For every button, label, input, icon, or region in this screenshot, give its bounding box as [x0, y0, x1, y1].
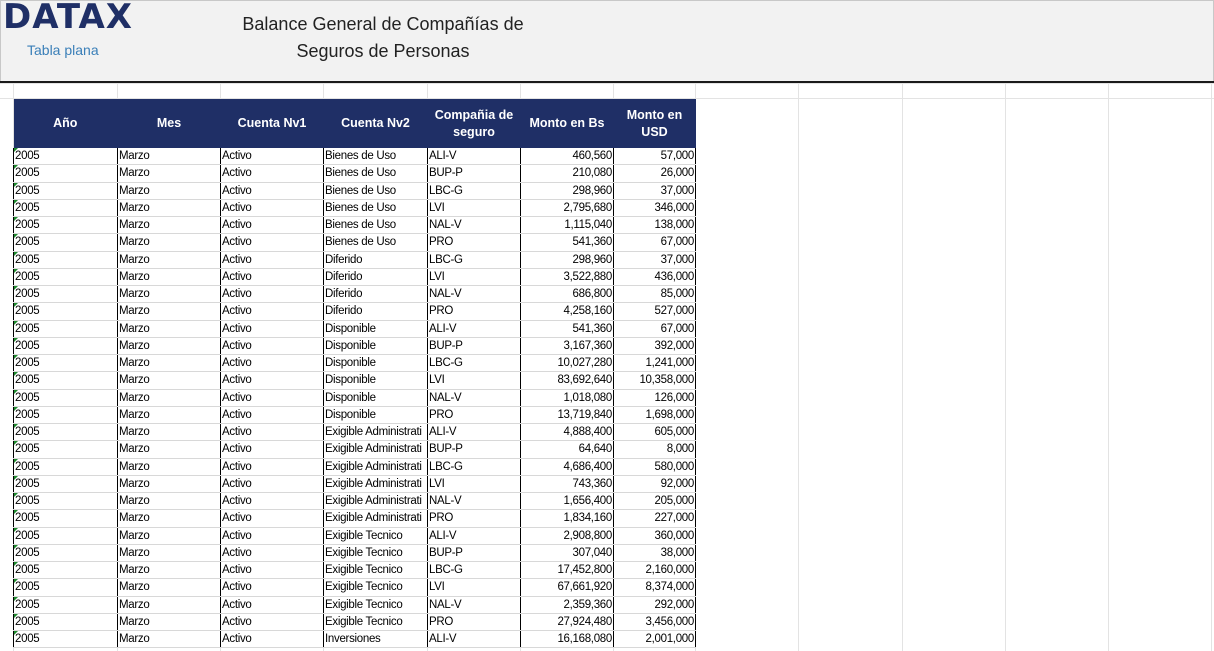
cell-amount-usd[interactable]: 580,000 — [614, 458, 696, 475]
cell-year[interactable]: 2005 — [14, 337, 118, 354]
cell-amount-usd[interactable]: 605,000 — [614, 424, 696, 441]
cell-account-level2[interactable]: Bienes de Uso — [324, 148, 428, 165]
cell-amount-bs[interactable]: 27,924,480 — [521, 613, 614, 630]
table-row — [14, 303, 696, 320]
cell-account-level2[interactable]: Bienes de Uso — [324, 182, 428, 199]
grid-line — [1005, 83, 1006, 651]
cell-year[interactable]: 2005 — [14, 544, 118, 561]
table-row — [14, 372, 696, 389]
cell-year[interactable]: 2005 — [14, 613, 118, 630]
cell-account-level1[interactable]: Activo — [221, 389, 324, 406]
cell-company[interactable]: PRO — [428, 510, 521, 527]
cell-amount-usd[interactable]: 3,456,000 — [614, 613, 696, 630]
cell-amount-bs[interactable]: 210,080 — [521, 165, 614, 182]
cell-year[interactable]: 2005 — [14, 406, 118, 423]
cell-year[interactable]: 2005 — [14, 527, 118, 544]
cell-account-level1[interactable]: Activo — [221, 527, 324, 544]
cell-account-level1[interactable]: Activo — [221, 234, 324, 251]
column-header-month[interactable]: Mes — [118, 99, 221, 148]
cell-amount-bs[interactable]: 4,258,160 — [521, 303, 614, 320]
cell-month[interactable]: Marzo — [118, 510, 221, 527]
cell-year[interactable]: 2005 — [14, 441, 118, 458]
table-row — [14, 493, 696, 510]
cell-account-level1[interactable]: Activo — [221, 562, 324, 579]
cell-account-level1[interactable]: Activo — [221, 544, 324, 561]
cell-company[interactable]: LVI — [428, 579, 521, 596]
cell-account-level1[interactable]: Activo — [221, 406, 324, 423]
cell-account-level1[interactable]: Activo — [221, 631, 324, 648]
cell-year[interactable]: 2005 — [14, 475, 118, 492]
cell-month[interactable]: Marzo — [118, 493, 221, 510]
cell-account-level2[interactable]: Bienes de Uso — [324, 217, 428, 234]
cell-amount-usd[interactable]: 1,241,000 — [614, 355, 696, 372]
cell-account-level1[interactable]: Activo — [221, 596, 324, 613]
cell-account-level2[interactable]: Exigible Tecnico — [324, 596, 428, 613]
column-header-company[interactable]: Compañia de seguro — [428, 99, 521, 148]
cell-amount-usd[interactable]: 436,000 — [614, 268, 696, 285]
cell-amount-usd[interactable]: 10,358,000 — [614, 372, 696, 389]
cell-account-level1[interactable]: Activo — [221, 458, 324, 475]
cell-company[interactable]: PRO — [428, 613, 521, 630]
cell-month[interactable]: Marzo — [118, 182, 221, 199]
report-title — [233, 11, 533, 65]
cell-account-level2[interactable]: Disponible — [324, 320, 428, 337]
cell-amount-usd[interactable]: 1,698,000 — [614, 406, 696, 423]
balance-table — [13, 99, 696, 648]
table-row — [14, 544, 696, 561]
table-row — [14, 337, 696, 354]
cell-company[interactable]: BUP-P — [428, 165, 521, 182]
cell-account-level2[interactable]: Exigible Administrati — [324, 493, 428, 510]
cell-company[interactable]: BUP-P — [428, 337, 521, 354]
cell-amount-bs[interactable]: 686,800 — [521, 286, 614, 303]
cell-account-level2[interactable]: Diferido — [324, 286, 428, 303]
cell-year[interactable]: 2005 — [14, 320, 118, 337]
cell-month[interactable]: Marzo — [118, 458, 221, 475]
cell-company[interactable]: LVI — [428, 372, 521, 389]
cell-company[interactable]: LVI — [428, 199, 521, 216]
table-row — [14, 458, 696, 475]
grid-line — [1211, 83, 1212, 651]
cell-account-level2[interactable]: Exigible Administrati — [324, 424, 428, 441]
cell-month[interactable]: Marzo — [118, 544, 221, 561]
cell-amount-bs[interactable]: 16,168,080 — [521, 631, 614, 648]
cell-amount-bs[interactable]: 1,115,040 — [521, 217, 614, 234]
table-row — [14, 148, 696, 165]
table-row — [14, 631, 696, 648]
cell-month[interactable]: Marzo — [118, 268, 221, 285]
cell-year[interactable]: 2005 — [14, 199, 118, 216]
cell-company[interactable]: NAL-V — [428, 217, 521, 234]
table-row — [14, 320, 696, 337]
cell-company[interactable]: NAL-V — [428, 286, 521, 303]
cell-amount-usd[interactable]: 8,374,000 — [614, 579, 696, 596]
cell-amount-bs[interactable]: 64,640 — [521, 441, 614, 458]
cell-year[interactable]: 2005 — [14, 493, 118, 510]
cell-account-level2[interactable]: Exigible Tecnico — [324, 544, 428, 561]
cell-amount-usd[interactable]: 2,160,000 — [614, 562, 696, 579]
cell-account-level2[interactable]: Disponible — [324, 355, 428, 372]
cell-year[interactable]: 2005 — [14, 268, 118, 285]
cell-account-level1[interactable]: Activo — [221, 510, 324, 527]
cell-account-level1[interactable]: Activo — [221, 286, 324, 303]
cell-month[interactable]: Marzo — [118, 199, 221, 216]
cell-amount-bs[interactable]: 3,167,360 — [521, 337, 614, 354]
table-row — [14, 406, 696, 423]
cell-account-level2[interactable]: Disponible — [324, 389, 428, 406]
cell-company[interactable]: LBC-G — [428, 182, 521, 199]
cell-month[interactable]: Marzo — [118, 165, 221, 182]
column-header-amount-bs[interactable]: Monto en Bs — [521, 99, 614, 148]
cell-account-level1[interactable]: Activo — [221, 613, 324, 630]
cell-company[interactable]: ALI-V — [428, 631, 521, 648]
cell-amount-bs[interactable]: 1,834,160 — [521, 510, 614, 527]
cell-company[interactable]: PRO — [428, 234, 521, 251]
grid-line — [0, 83, 1214, 84]
table-row — [14, 510, 696, 527]
cell-account-level2[interactable]: Inversiones — [324, 631, 428, 648]
cell-amount-bs[interactable]: 298,960 — [521, 251, 614, 268]
grid-line — [1108, 83, 1109, 651]
table-row — [14, 613, 696, 630]
cell-year[interactable]: 2005 — [14, 510, 118, 527]
cell-company[interactable]: NAL-V — [428, 389, 521, 406]
cell-amount-usd[interactable]: 67,000 — [614, 234, 696, 251]
cell-account-level2[interactable]: Bienes de Uso — [324, 234, 428, 251]
cell-amount-bs[interactable]: 307,040 — [521, 544, 614, 561]
cell-amount-usd[interactable]: 205,000 — [614, 493, 696, 510]
cell-month[interactable]: Marzo — [118, 631, 221, 648]
cell-month[interactable]: Marzo — [118, 406, 221, 423]
cell-year[interactable]: 2005 — [14, 217, 118, 234]
table-row — [14, 579, 696, 596]
cell-amount-usd[interactable]: 360,000 — [614, 527, 696, 544]
cell-account-level1[interactable]: Activo — [221, 251, 324, 268]
cell-account-level1[interactable]: Activo — [221, 475, 324, 492]
cell-account-level1[interactable]: Activo — [221, 303, 324, 320]
cell-amount-bs[interactable]: 743,360 — [521, 475, 614, 492]
cell-account-level1[interactable]: Activo — [221, 165, 324, 182]
cell-amount-bs[interactable]: 17,452,800 — [521, 562, 614, 579]
cell-amount-usd[interactable]: 126,000 — [614, 389, 696, 406]
cell-month[interactable]: Marzo — [118, 562, 221, 579]
cell-month[interactable]: Marzo — [118, 217, 221, 234]
cell-month[interactable]: Marzo — [118, 355, 221, 372]
table-row — [14, 424, 696, 441]
cell-amount-bs[interactable]: 13,719,840 — [521, 406, 614, 423]
cell-amount-usd[interactable]: 37,000 — [614, 182, 696, 199]
cell-account-level2[interactable]: Exigible Tecnico — [324, 613, 428, 630]
cell-amount-bs[interactable]: 2,795,680 — [521, 199, 614, 216]
cell-account-level2[interactable]: Diferido — [324, 251, 428, 268]
cell-company[interactable]: PRO — [428, 303, 521, 320]
cell-account-level1[interactable]: Activo — [221, 441, 324, 458]
cell-amount-bs[interactable]: 2,359,360 — [521, 596, 614, 613]
cell-account-level2[interactable]: Exigible Tecnico — [324, 562, 428, 579]
cell-month[interactable]: Marzo — [118, 613, 221, 630]
cell-amount-bs[interactable]: 298,960 — [521, 182, 614, 199]
cell-amount-bs[interactable]: 1,018,080 — [521, 389, 614, 406]
cell-account-level2[interactable]: Exigible Administrati — [324, 510, 428, 527]
cell-account-level2[interactable]: Exigible Administrati — [324, 475, 428, 492]
report-banner — [0, 0, 1214, 81]
cell-month[interactable]: Marzo — [118, 303, 221, 320]
cell-account-level2[interactable]: Bienes de Uso — [324, 199, 428, 216]
table-row — [14, 165, 696, 182]
cell-account-level2[interactable]: Bienes de Uso — [324, 165, 428, 182]
cell-amount-usd[interactable]: 138,000 — [614, 217, 696, 234]
cell-month[interactable]: Marzo — [118, 527, 221, 544]
cell-year[interactable]: 2005 — [14, 286, 118, 303]
table-row — [14, 251, 696, 268]
column-header-year[interactable]: Año — [14, 99, 118, 148]
cell-month[interactable]: Marzo — [118, 424, 221, 441]
cell-month[interactable]: Marzo — [118, 596, 221, 613]
cell-month[interactable]: Marzo — [118, 320, 221, 337]
cell-company[interactable]: LBC-G — [428, 355, 521, 372]
cell-year[interactable]: 2005 — [14, 355, 118, 372]
cell-year[interactable]: 2005 — [14, 234, 118, 251]
cell-company[interactable]: ALI-V — [428, 424, 521, 441]
cell-amount-bs[interactable]: 2,908,800 — [521, 527, 614, 544]
grid-line — [798, 83, 799, 651]
cell-year[interactable]: 2005 — [14, 251, 118, 268]
cell-account-level2[interactable]: Exigible Tecnico — [324, 579, 428, 596]
cell-account-level1[interactable]: Activo — [221, 372, 324, 389]
cell-amount-bs[interactable]: 4,888,400 — [521, 424, 614, 441]
cell-account-level1[interactable]: Activo — [221, 579, 324, 596]
cell-amount-bs[interactable]: 1,656,400 — [521, 493, 614, 510]
cell-amount-usd[interactable]: 92,000 — [614, 475, 696, 492]
cell-company[interactable]: ALI-V — [428, 148, 521, 165]
cell-amount-usd[interactable]: 67,000 — [614, 320, 696, 337]
cell-company[interactable]: NAL-V — [428, 493, 521, 510]
cell-company[interactable]: LBC-G — [428, 562, 521, 579]
cell-month[interactable]: Marzo — [118, 337, 221, 354]
table-row — [14, 527, 696, 544]
table-row — [14, 355, 696, 372]
logo-subtitle: Tabla plana — [27, 42, 99, 58]
cell-account-level1[interactable]: Activo — [221, 337, 324, 354]
table-row — [14, 562, 696, 579]
cell-year[interactable]: 2005 — [14, 631, 118, 648]
cell-amount-bs[interactable]: 83,692,640 — [521, 372, 614, 389]
cell-company[interactable]: BUP-P — [428, 441, 521, 458]
cell-amount-usd[interactable]: 37,000 — [614, 251, 696, 268]
cell-month[interactable]: Marzo — [118, 234, 221, 251]
cell-month[interactable]: Marzo — [118, 286, 221, 303]
cell-account-level1[interactable]: Activo — [221, 199, 324, 216]
table-row — [14, 234, 696, 251]
report-title-line2: Seguros de Personas — [296, 41, 470, 61]
datax-logo: DATAX — [3, 0, 133, 37]
cell-account-level2[interactable]: Exigible Tecnico — [324, 527, 428, 544]
cell-year[interactable]: 2005 — [14, 148, 118, 165]
cell-amount-usd[interactable]: 392,000 — [614, 337, 696, 354]
table-row — [14, 268, 696, 285]
cell-month[interactable]: Marzo — [118, 441, 221, 458]
cell-amount-bs[interactable]: 4,686,400 — [521, 458, 614, 475]
cell-month[interactable]: Marzo — [118, 251, 221, 268]
cell-account-level1[interactable]: Activo — [221, 320, 324, 337]
cell-year[interactable]: 2005 — [14, 182, 118, 199]
cell-month[interactable]: Marzo — [118, 579, 221, 596]
cell-year[interactable]: 2005 — [14, 372, 118, 389]
table-row — [14, 596, 696, 613]
table-row — [14, 199, 696, 216]
cell-year[interactable]: 2005 — [14, 165, 118, 182]
cell-amount-bs[interactable]: 3,522,880 — [521, 268, 614, 285]
cell-year[interactable]: 2005 — [14, 458, 118, 475]
cell-company[interactable]: PRO — [428, 406, 521, 423]
column-header-account-level1[interactable]: Cuenta Nv1 — [221, 99, 324, 148]
cell-amount-usd[interactable]: 8,000 — [614, 441, 696, 458]
cell-amount-bs[interactable]: 67,661,920 — [521, 579, 614, 596]
cell-account-level1[interactable]: Activo — [221, 268, 324, 285]
cell-company[interactable]: LVI — [428, 475, 521, 492]
column-header-amount-usd[interactable]: Monto en USD — [614, 99, 696, 148]
cell-amount-usd[interactable]: 527,000 — [614, 303, 696, 320]
report-title-line1: Balance General de Compañías de — [242, 14, 524, 34]
cell-month[interactable]: Marzo — [118, 372, 221, 389]
cell-amount-bs[interactable]: 10,027,280 — [521, 355, 614, 372]
cell-account-level1[interactable]: Activo — [221, 355, 324, 372]
cell-company[interactable]: LVI — [428, 268, 521, 285]
cell-year[interactable]: 2005 — [14, 596, 118, 613]
cell-year[interactable]: 2005 — [14, 579, 118, 596]
cell-account-level1[interactable]: Activo — [221, 424, 324, 441]
cell-amount-bs[interactable]: 460,560 — [521, 148, 614, 165]
cell-company[interactable]: NAL-V — [428, 596, 521, 613]
cell-account-level2[interactable]: Diferido — [324, 303, 428, 320]
cell-account-level1[interactable]: Activo — [221, 217, 324, 234]
cell-amount-usd[interactable]: 227,000 — [614, 510, 696, 527]
cell-month[interactable]: Marzo — [118, 389, 221, 406]
cell-amount-usd[interactable]: 38,000 — [614, 544, 696, 561]
column-header-account-level2[interactable]: Cuenta Nv2 — [324, 99, 428, 148]
cell-company[interactable]: BUP-P — [428, 544, 521, 561]
cell-account-level2[interactable]: Disponible — [324, 337, 428, 354]
cell-amount-usd[interactable]: 346,000 — [614, 199, 696, 216]
table-row — [14, 389, 696, 406]
cell-month[interactable]: Marzo — [118, 148, 221, 165]
table-row — [14, 286, 696, 303]
cell-year[interactable]: 2005 — [14, 424, 118, 441]
table-row — [14, 475, 696, 492]
cell-company[interactable]: LBC-G — [428, 251, 521, 268]
cell-month[interactable]: Marzo — [118, 475, 221, 492]
table-row — [14, 217, 696, 234]
cell-account-level1[interactable]: Activo — [221, 148, 324, 165]
cell-amount-bs[interactable]: 541,360 — [521, 320, 614, 337]
cell-amount-usd[interactable]: 57,000 — [614, 148, 696, 165]
cell-year[interactable]: 2005 — [14, 389, 118, 406]
cell-year[interactable]: 2005 — [14, 303, 118, 320]
cell-account-level2[interactable]: Exigible Administrati — [324, 441, 428, 458]
cell-account-level2[interactable]: Disponible — [324, 372, 428, 389]
table-header-row — [14, 99, 696, 148]
cell-account-level2[interactable]: Diferido — [324, 268, 428, 285]
cell-amount-usd[interactable]: 292,000 — [614, 596, 696, 613]
cell-amount-usd[interactable]: 26,000 — [614, 165, 696, 182]
table-row — [14, 182, 696, 199]
cell-amount-usd[interactable]: 2,001,000 — [614, 631, 696, 648]
cell-account-level1[interactable]: Activo — [221, 182, 324, 199]
cell-company[interactable]: ALI-V — [428, 320, 521, 337]
cell-amount-bs[interactable]: 541,360 — [521, 234, 614, 251]
cell-company[interactable]: LBC-G — [428, 458, 521, 475]
cell-amount-usd[interactable]: 85,000 — [614, 286, 696, 303]
cell-account-level1[interactable]: Activo — [221, 493, 324, 510]
cell-account-level2[interactable]: Disponible — [324, 406, 428, 423]
cell-account-level2[interactable]: Exigible Administrati — [324, 458, 428, 475]
cell-year[interactable]: 2005 — [14, 562, 118, 579]
table-row — [14, 441, 696, 458]
cell-company[interactable]: ALI-V — [428, 527, 521, 544]
grid-line — [902, 83, 903, 651]
